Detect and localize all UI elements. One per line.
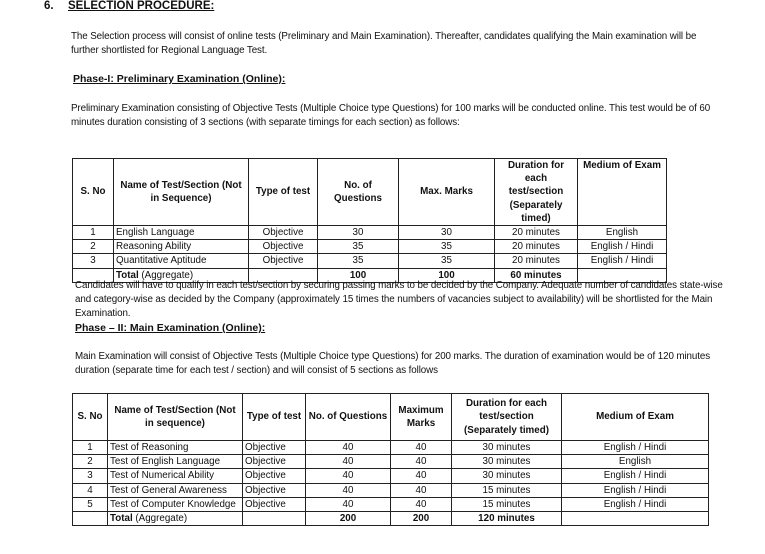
cell-duration: 30 minutes: [452, 441, 562, 455]
phase2-header-row: [73, 394, 709, 441]
cell-questions: 40: [306, 469, 391, 483]
cell-questions: 30: [318, 226, 399, 240]
cell-sno: 3: [73, 469, 108, 483]
table-row: [73, 497, 709, 511]
cell-medium: English / Hindi: [562, 483, 709, 497]
cell-marks: 30: [399, 226, 495, 240]
section-intro: The Selection process will consist of online tests (Preliminary and Main Examination). Thereafter, candidates qualifying the Main examination will be further shortlisted for Regional Language Test.: [71, 31, 697, 56]
cell-type: Objective: [249, 240, 318, 254]
cell-duration: 30 minutes: [452, 455, 562, 469]
cell-marks: 40: [391, 483, 452, 497]
cell-name: Test of Reasoning: [108, 441, 243, 455]
cell-sno: 4: [73, 483, 108, 497]
table-row: [73, 441, 709, 455]
cell-sno: 2: [73, 240, 114, 254]
header-questions: No. of Questions: [306, 394, 391, 441]
cell-medium: English: [562, 455, 709, 469]
cell-marks: 40: [391, 497, 452, 511]
total-questions: 100: [318, 268, 399, 282]
total-questions: 200: [306, 512, 391, 526]
header-type: Type of test: [249, 159, 318, 226]
header-name: Name of Test/Section (Not in sequence): [108, 394, 243, 441]
header-name: Name of Test/Section (Not in Sequence): [114, 159, 249, 226]
cell-medium: English / Hindi: [578, 240, 667, 254]
total-label: Total (Aggregate): [108, 512, 243, 526]
cell-name: Test of General Awareness: [108, 483, 243, 497]
cell-name: Quantitative Aptitude: [114, 254, 249, 268]
cell-duration: 20 minutes: [495, 240, 578, 254]
cell-sno: 1: [73, 441, 108, 455]
table-row: [73, 455, 709, 469]
phase1-description: Preliminary Examination consisting of Objective Tests (Multiple Choice type Questions) for 100 marks will be conducted online. This test would be of 60 minutes duration consisting of 3 sections (with separate timings for each section) as follows:: [71, 103, 711, 128]
phase1-table: [72, 158, 667, 283]
cell-sno: 1: [73, 226, 114, 240]
header-marks: Max. Marks: [399, 159, 495, 226]
cell-sno: 2: [73, 455, 108, 469]
cell-name: Test of Computer Knowledge: [108, 497, 243, 511]
cell-type: Objective: [243, 455, 306, 469]
total-duration: 60 minutes: [495, 268, 578, 282]
total-duration: 120 minutes: [452, 512, 562, 526]
cell-questions: 40: [306, 483, 391, 497]
cell-name: English Language: [114, 226, 249, 240]
table-row: [73, 254, 667, 268]
header-sno: S. No: [73, 159, 114, 226]
cell-duration: 30 minutes: [452, 469, 562, 483]
cell-sno: 5: [73, 497, 108, 511]
header-medium: Medium of Exam: [562, 394, 709, 441]
cell-questions: 35: [318, 254, 399, 268]
header-duration: Duration for each test/section (Separately timed): [452, 394, 562, 441]
cell-medium: English: [578, 226, 667, 240]
cell-marks: 40: [391, 469, 452, 483]
header-questions: No. of Questions: [318, 159, 399, 226]
cell-name: Reasoning Ability: [114, 240, 249, 254]
cell-duration: 15 minutes: [452, 497, 562, 511]
cell-name: Test of Numerical Ability: [108, 469, 243, 483]
section-title: SELECTION PROCEDURE:: [68, 0, 215, 12]
header-medium: Medium of Exam: [578, 159, 667, 226]
cell-duration: 20 minutes: [495, 254, 578, 268]
cell-duration: 15 minutes: [452, 483, 562, 497]
cell-medium: English / Hindi: [562, 469, 709, 483]
cell-marks: 40: [391, 455, 452, 469]
table-row: [73, 469, 709, 483]
cell-marks: 35: [399, 254, 495, 268]
phase1-note: Candidates will have to qualify in each test/section by securing passing marks to be decided by the Company. Adequate number of candidates state-wise and category-wise as decided by the Company (approximately 15 times the numbers of vacancies subject to availability) will be shortlisted for the Main Examination.: [75, 280, 723, 319]
cell-type: Objective: [243, 441, 306, 455]
cell-marks: 35: [399, 240, 495, 254]
cell-questions: 40: [306, 497, 391, 511]
phase1-title: Phase-I: Preliminary Examination (Online):: [73, 73, 286, 85]
total-marks: 100: [399, 268, 495, 282]
phase2-description: Main Examination will consist of Objective Tests (Multiple Choice type Questions) for 200 marks. The duration of examination would be of 120 minutes duration (separate time for each test / section) and will consist of 5 sections as follows: [75, 351, 711, 376]
section-number: 6.: [44, 0, 54, 12]
header-sno: S. No: [73, 394, 108, 441]
cell-sno: 3: [73, 254, 114, 268]
cell-questions: 40: [306, 441, 391, 455]
cell-type: Objective: [243, 497, 306, 511]
cell-marks: 40: [391, 441, 452, 455]
cell-type: Objective: [249, 254, 318, 268]
cell-type: Objective: [249, 226, 318, 240]
header-marks: Maximum Marks: [391, 394, 452, 441]
header-duration: Duration for each test/section (Separately timed): [495, 159, 578, 226]
cell-medium: English / Hindi: [562, 497, 709, 511]
header-type: Type of test: [243, 394, 306, 441]
cell-duration: 20 minutes: [495, 226, 578, 240]
cell-medium: English / Hindi: [578, 254, 667, 268]
table-row: [73, 240, 667, 254]
phase1-header-row: [73, 159, 667, 226]
table-row: [73, 226, 667, 240]
cell-name: Test of English Language: [108, 455, 243, 469]
cell-type: Objective: [243, 469, 306, 483]
cell-questions: 40: [306, 455, 391, 469]
phase2-title: Phase – II: Main Examination (Online):: [75, 322, 266, 334]
total-marks: 200: [391, 512, 452, 526]
total-label: Total (Aggregate): [114, 268, 249, 282]
cell-questions: 35: [318, 240, 399, 254]
cell-medium: English / Hindi: [562, 441, 709, 455]
table-row: [73, 483, 709, 497]
cell-type: Objective: [243, 483, 306, 497]
phase2-table: [72, 393, 709, 526]
total-row: [73, 512, 709, 526]
